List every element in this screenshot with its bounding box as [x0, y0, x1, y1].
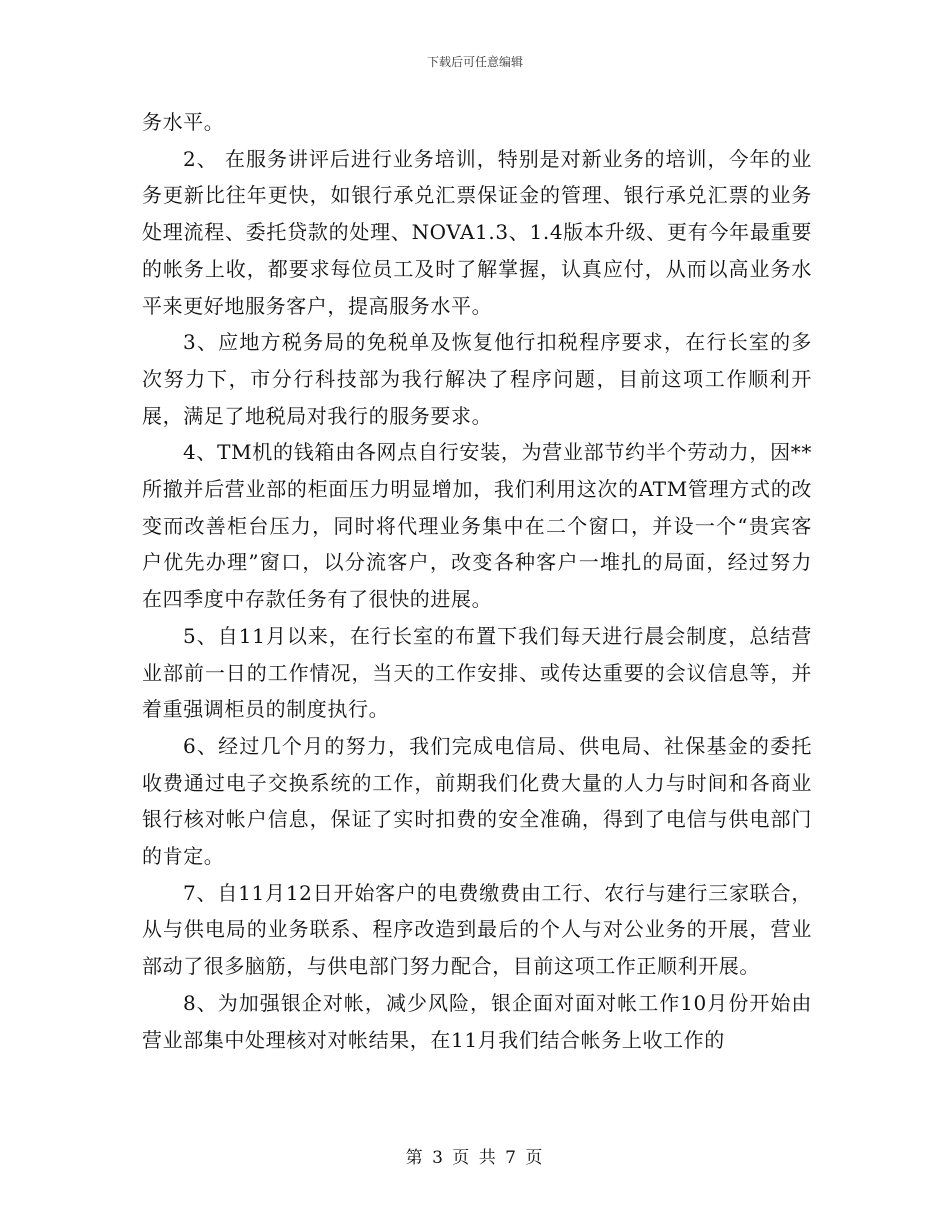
paragraph-item-4: 4、TM机的钱箱由各网点自行安装，为营业部节约半个劳动力，因**所撤并后营业部的柜面压力明显增加，我们利用这次的ATM管理方式的改变而改善柜台压力，同时将代理业务集中在二个窗口，并设一个“贵宾客户优先办理”窗口，以分流客户，改变各种客户一堆扎的局面，经过努力在四季度中存款任务有了很快的进展。	[142, 440, 812, 612]
page-number-footer: 第 3 页 共 7 页	[405, 1148, 545, 1168]
paragraph-continuation: 务水平。	[142, 110, 225, 134]
paragraph-item-6: 6、经过几个月的努力，我们完成电信局、供电局、社保基金的委托收费通过电子交换系统的工作，前期我们化费大量的人力与时间和各商业银行核对帐户信息，保证了实时扣费的安全准确，得到了电信与供电部门的肯定。	[142, 733, 812, 869]
document-body	[142, 104, 812, 1058]
paragraph-item-5: 5、自11月以来，在行长室的布置下我们每天进行晨会制度，总结营业部前一日的工作情况，当天的工作安排、或传达重要的会议信息等，并着重强调柜员的制度执行。	[142, 623, 812, 722]
paragraph-item-2: 2、 在服务讲评后进行业务培训，特别是对新业务的培训，今年的业务更新比往年更快，如银行承兑汇票保证金的管理、银行承兑汇票的业务处理流程、委托贷款的处理、NOVA1.3、1.4版本升级、更有今年最重要的帐务上收，都要求每位员工及时了解掌握，认真应付，从而以高业务水平来更好地服务客户，提高服务水平。	[142, 146, 812, 318]
paragraph-item-8: 8、为加强银企对帐，减少风险，银企面对面对帐工作10月份开始由营业部集中处理核对对帐结果，在11月我们结合帐务上收工作的	[142, 990, 812, 1052]
page-header: 下载后可任意编辑	[426, 55, 523, 69]
paragraph-item-7: 7、自11月12日开始客户的电费缴费由工行、农行与建行三家联合，从与供电局的业务联系、程序改造到最后的个人与对公业务的开展，营业部动了很多脑筋，与供电部门努力配合，目前这项工作正顺利开展。	[142, 880, 812, 979]
paragraph-item-3: 3、应地方税务局的免税单及恢复他行扣税程序要求，在行长室的多次努力下，市分行科技部为我行解决了程序问题，目前这项工作顺利开展，满足了地税局对我行的服务要求。	[142, 330, 812, 428]
